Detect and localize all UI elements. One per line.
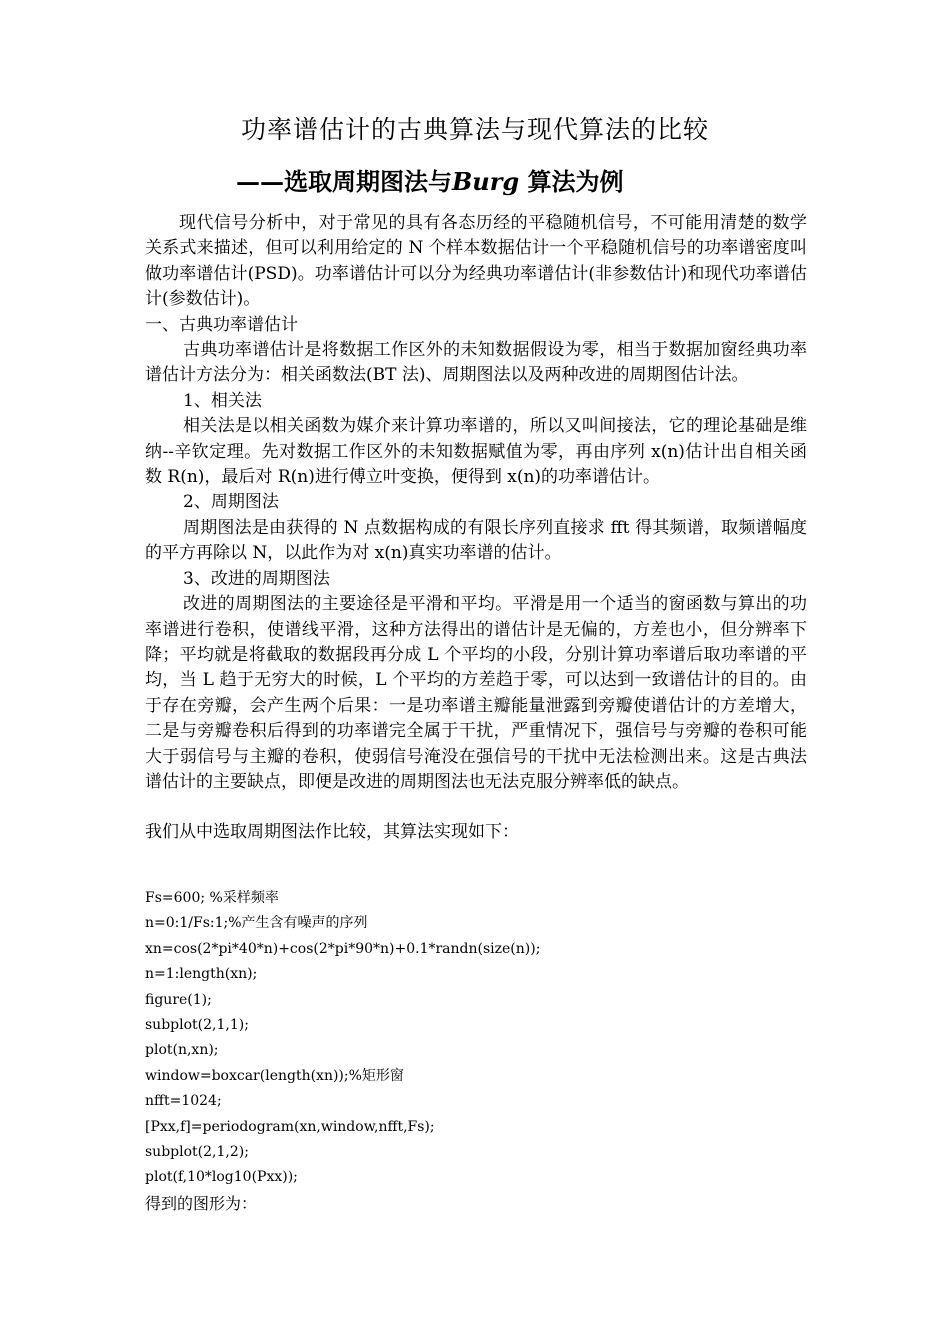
- code-line: n=0:1/Fs:1;%产生含有噪声的序列: [145, 915, 368, 932]
- subtitle-burg: Burg: [452, 167, 520, 196]
- matlab-code-block: [145, 886, 807, 1216]
- code-line: n=1:length(xn);: [145, 966, 258, 983]
- closing-line: 得到的图形为：: [145, 1193, 258, 1213]
- code-line: window=boxcar(length(xn));%矩形窗: [145, 1067, 404, 1084]
- subtitle-suffix: 算法为例: [519, 167, 624, 196]
- section-1-heading: 一、古典功率谱估计: [145, 314, 298, 335]
- paragraph-spacer: [145, 795, 807, 820]
- subsection-2-heading: 2、周期图法: [183, 492, 279, 513]
- subsection-3-paragraph: 改进的周期图法的主要途径是平滑和平均。平滑是用一个适当的窗函数与算出的功率谱进行卷积，使谱线平滑，这种方法得出的谱估计是无偏的，方差也小，但分辨率下降；平均就是将截取的数据段再分成 L 个平均的小段，分别计算功率谱后取功率谱的平均，当 L 趋于无穷大的时候，L 个平均的方差趋于零，可以达到一致谱估计的目的。由于存在旁瓣，会产生两个后果：一是功率谱主瓣能量泄露到旁瓣使谱估计的方差增大，二是与旁瓣卷积后得到的功率谱完全属于干扰，严重情况下，强信号与旁瓣的卷积可能大于弱信号与主瓣的卷积，使弱信号淹没在强信号的干扰中无法检测出来。这是古典法谱估计的主要缺点，即便是改进的周期图法也无法克服分辨率低的缺点。: [145, 594, 807, 792]
- code-line: plot(f,10*log10(Pxx));: [145, 1169, 298, 1186]
- code-line: subplot(2,1,1);: [145, 1017, 249, 1034]
- subsection-2-paragraph: 周期图法是由获得的 N 点数据构成的有限长序列直接求 fft 得其频谱，取频谱幅度的平方再除以 N，以此作为对 x(n)真实功率谱的估计。: [145, 517, 807, 564]
- code-line: nfft=1024;: [145, 1093, 222, 1110]
- document-title: 功率谱估计的古典算法与现代算法的比较: [240, 115, 709, 144]
- subsection-3-heading: 3、改进的周期图法: [183, 568, 330, 589]
- document-body: [145, 211, 807, 846]
- section-1-paragraph: 古典功率谱估计是将数据工作区外的未知数据假设为零，相当于数据加窗经典功率谱估计方法分为：相关函数法(BT 法)、周期图法以及两种改进的周期图估计法。: [145, 340, 807, 386]
- subsection-1-paragraph: 相关法是以相关函数为媒介来计算功率谱的，所以又叫间接法，它的理论基础是维纳--辛钦定理。先对数据工作区外的未知数据赋值为零，再由序列 x(n)估计出自相关函数 R(n)，最后对 R(n)进行傅立叶变换，便得到 x(n)的功率谱估计。: [145, 416, 807, 488]
- subtitle-prefix: ——选取周期图法与: [236, 167, 452, 196]
- code-line: xn=cos(2*pi*40*n)+cos(2*pi*90*n)+0.1*randn(size(n));: [145, 940, 541, 957]
- intro-paragraph: 现代信号分析中，对于常见的具有各态历经的平稳随机信号，不可能用清楚的数学关系式来描述，但可以利用给定的 N 个样本数据估计一个平稳随机信号的功率谱密度叫做功率谱估计(PSD)。功率谱估计可以分为经典功率谱估计(非参数估计)和现代功率谱估计(参数估计)。: [145, 213, 807, 310]
- code-line: [Pxx,f]=periodogram(xn,window,nfft,Fs);: [145, 1118, 435, 1135]
- comparison-intro: 我们从中选取周期图法作比较，其算法实现如下：: [145, 822, 519, 843]
- code-line: plot(n,xn);: [145, 1042, 219, 1059]
- subsection-1-heading: 1、相关法: [183, 390, 262, 411]
- code-line: subplot(2,1,2);: [145, 1144, 249, 1161]
- document-subtitle: [236, 164, 624, 200]
- code-line: Fs=600; %采样频率: [145, 890, 279, 906]
- code-line: figure(1);: [145, 991, 212, 1008]
